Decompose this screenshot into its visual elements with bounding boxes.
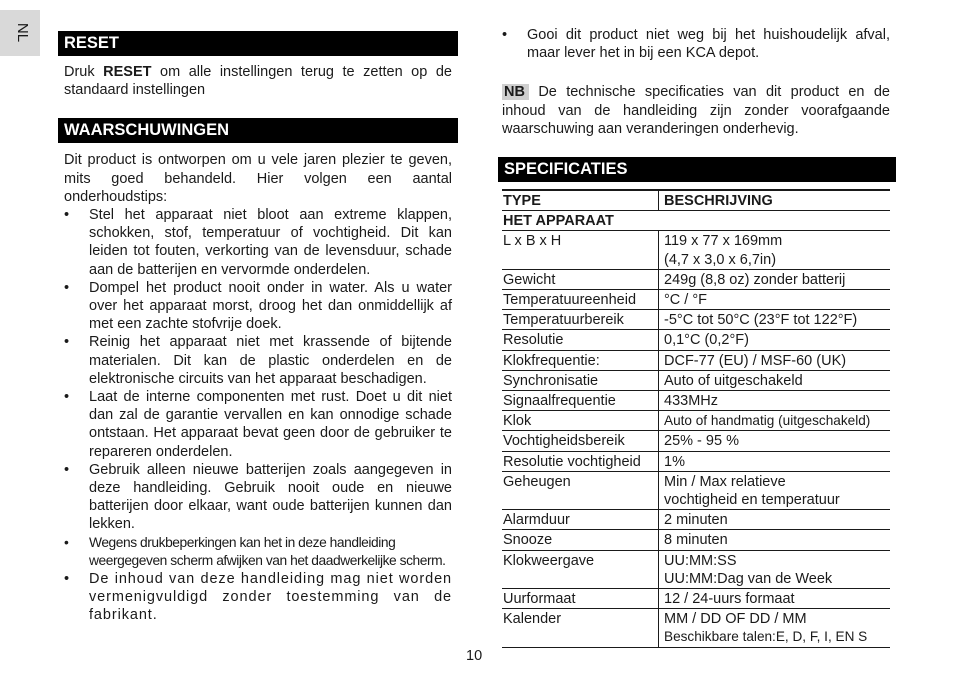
spec-value-line: Auto of handmatig (uitgeschakeld): [664, 413, 871, 429]
table-row: [502, 471, 890, 509]
warnings-list: [58, 206, 458, 625]
warnings-list-continued: [498, 26, 896, 62]
bullet-icon: •: [64, 571, 70, 588]
reset-heading: RESET: [58, 31, 458, 56]
spec-label: Temperatuurbereik: [502, 310, 659, 330]
list-item: • Laat de interne componenten met rust. Doet u dit niet dan zal de garantie vervallen en kan onnodige schade ontstaan. Het apparaat bevat geen door de gebruiker te repareren onderdelen.: [64, 389, 452, 460]
table-row: [502, 330, 890, 350]
column-header-description: BESCHRIJVING: [659, 190, 891, 211]
spec-value-line: vochtigheid en temperatuur: [664, 492, 840, 509]
spec-label: L x B x H: [502, 231, 659, 269]
spec-label: Resolutie vochtigheid: [502, 451, 659, 471]
spec-value: [659, 269, 891, 289]
spec-value-line: MM / DD OF DD / MM: [664, 611, 807, 628]
spec-value-line: 433MHz: [664, 393, 718, 410]
list-item: • Gebruik alleen nieuwe batterijen zoals aangegeven in deze handleiding. Gebruik nooit oude en nieuwe batterijen door elkaar, want oude batterijen kunnen dan lekken.: [64, 461, 452, 533]
spec-label: Klokweergave: [502, 550, 659, 588]
list-item: • Stel het apparaat niet bloot aan extreme klappen, schokken, stof, temperatuur of vochtigheid. Dit kan leiden tot fouten, verkorting van de levensduur, schade aan de batterijen en vervormde onderdelen.: [64, 207, 452, 278]
spec-label: Resolutie: [502, 330, 659, 350]
spec-value-line: Beschikbare talen:E, D, F, I, EN S: [664, 629, 868, 645]
spec-label: Vochtigheidsbereik: [502, 431, 659, 451]
list-item: • Dompel het product nooit onder in water. Als u water over het apparaat morst, droog het dan onmiddellijk af met een zachte stofvrije doek.: [64, 279, 452, 333]
spec-value-line: Min / Max relatieve: [664, 473, 786, 490]
spec-value: [659, 550, 891, 588]
table-row: [502, 411, 890, 431]
bullet-icon: •: [64, 279, 70, 296]
table-header-row: [502, 190, 890, 211]
bullet-icon: •: [64, 534, 69, 550]
spec-value: [659, 350, 891, 370]
spec-label: Signaalfrequentie: [502, 391, 659, 411]
warnings-heading: WAARSCHUWINGEN: [58, 118, 458, 143]
spec-value: [659, 231, 891, 269]
specs-table: [502, 189, 890, 648]
table-row: [502, 530, 890, 550]
table-row: [502, 431, 890, 451]
spec-value-line: 119 x 77 x 169mm: [664, 233, 783, 250]
spec-label: Snooze: [502, 530, 659, 550]
spec-value-line: -5°C tot 50°C (23°F tot 122°F): [664, 312, 858, 329]
list-item: • Reinig het apparaat niet met krassende of bijtende materialen. Dit kan de plastic onderdelen en de elektronische circuits van het apparaat beschadigen.: [64, 334, 452, 387]
reset-keyword: RESET: [103, 64, 152, 80]
spec-label: Uurformaat: [502, 589, 659, 609]
spec-label: Klokfrequentie:: [502, 350, 659, 370]
spec-value: [659, 370, 891, 390]
spec-value-line: DCF-77 (EU) / MSF-60 (UK): [664, 352, 847, 369]
spec-value: [659, 411, 891, 431]
note-tag: NB: [502, 84, 529, 100]
bullet-icon: •: [64, 389, 70, 406]
spec-label: Kalender: [502, 609, 659, 647]
language-tab-label: NL: [14, 22, 32, 43]
spec-value: [659, 510, 891, 530]
reset-suffix: om alle instellingen terug te zetten op de standaard instellingen: [64, 64, 452, 99]
spec-value-line: 2 minuten: [664, 512, 728, 529]
table-row: [502, 391, 890, 411]
spec-value-line: UU:MM:SS: [664, 552, 737, 569]
list-item: • Gooi dit product niet weg bij het huishoudelijk afval, maar lever het in bij een KCA depot.: [502, 27, 890, 62]
table-row: [502, 609, 890, 647]
table-row: [502, 269, 890, 289]
spec-value-line: 25% - 95 %: [664, 433, 739, 450]
spec-value: [659, 609, 891, 647]
table-row: [502, 370, 890, 390]
reset-prefix: Druk: [64, 64, 104, 80]
note-text: De technische specificaties van dit product en de inhoud van de handleiding zijn zonder voorafgaande waarschuwing aan veranderingen onderhevig.: [502, 84, 890, 137]
spec-value-line: 8 minuten: [664, 532, 728, 549]
language-tab: [0, 10, 40, 56]
spec-label: Gewicht: [502, 269, 659, 289]
table-row: [502, 310, 890, 330]
bullet-icon: •: [64, 334, 70, 351]
spec-value: [659, 530, 891, 550]
column-header-type: TYPE: [502, 190, 659, 211]
bullet-icon: •: [502, 27, 508, 43]
page-number: 10: [466, 648, 483, 664]
list-item: • Wegens drukbeperkingen kan het in deze handleiding weergegeven scherm afwijken van het daadwerkelijke scherm.: [64, 534, 446, 568]
spec-value: [659, 471, 891, 509]
spec-label: Geheugen: [502, 471, 659, 509]
spec-value-line: °C / °F: [664, 292, 708, 309]
spec-value-line: Auto of uitgeschakeld: [664, 372, 803, 389]
spec-value-line: (4,7 x 3,0 x 6,7in): [664, 251, 777, 268]
spec-value: [659, 290, 891, 310]
spec-value-line: 0,1°C (0,2°F): [664, 332, 749, 349]
spec-value: [659, 431, 891, 451]
note-paragraph: [502, 83, 890, 138]
spec-label: Alarmduur: [502, 510, 659, 530]
bullet-icon: •: [64, 461, 70, 478]
spec-value-line: 249g (8,8 oz) zonder batterij: [664, 271, 846, 288]
table-group-row: [502, 211, 890, 231]
spec-value: [659, 330, 891, 350]
table-row: [502, 231, 890, 269]
list-item: • De inhoud van deze handleiding mag niet worden vermenigvuldigd zonder toestemming van de fabrikant.: [64, 571, 452, 624]
spec-value: [659, 391, 891, 411]
spec-value-line: 12 / 24-uurs formaat: [664, 591, 795, 608]
table-row: [502, 290, 890, 310]
table-row: [502, 451, 890, 471]
spec-label: Klok: [502, 411, 659, 431]
spec-label: Synchronisatie: [502, 370, 659, 390]
spec-value: [659, 451, 891, 471]
table-row: [502, 589, 890, 609]
table-row: [502, 350, 890, 370]
group-label: HET APPARAAT: [502, 211, 890, 231]
bullet-icon: •: [64, 207, 70, 224]
spec-value: [659, 310, 891, 330]
reset-paragraph: [64, 63, 452, 99]
spec-value-line: UU:MM:Dag van de Week: [664, 570, 833, 587]
right-column: [498, 26, 896, 182]
left-column: [58, 31, 458, 625]
spec-value: [659, 589, 891, 609]
spec-value-line: 1%: [664, 453, 685, 470]
specs-heading: SPECIFICATIES: [498, 157, 896, 182]
table-row: [502, 510, 890, 530]
table-row: [502, 550, 890, 588]
spec-label: Temperatuureenheid: [502, 290, 659, 310]
warnings-intro: Dit product is ontworpen om u vele jaren plezier te geven, mits goed behandeld. Hier volgen een aantal onderhoudstips:: [64, 152, 452, 205]
